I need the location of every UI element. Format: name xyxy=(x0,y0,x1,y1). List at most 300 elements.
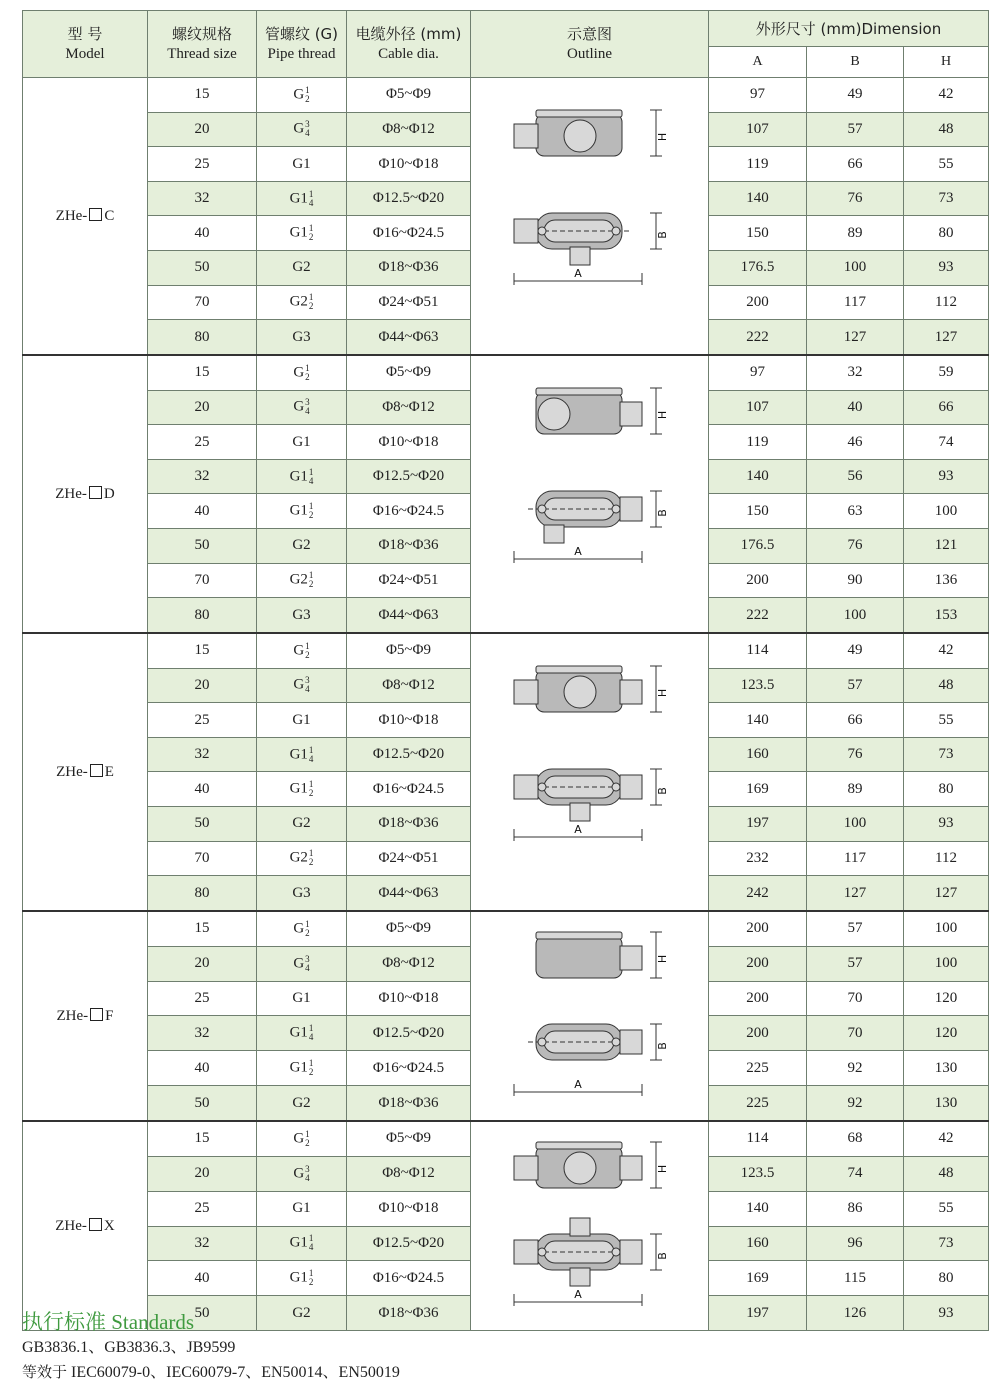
thread-size-cell: 15 xyxy=(148,1121,257,1156)
pipe-thread-fraction xyxy=(305,86,310,104)
dimension-b-cell: 76 xyxy=(807,737,904,772)
pipe-thread-fraction xyxy=(309,293,314,311)
dimension-b-cell: 117 xyxy=(807,841,904,876)
pipe-thread-base: G1 xyxy=(289,190,308,207)
pipe-thread-cell xyxy=(257,78,347,113)
dimension-h-cell: 73 xyxy=(904,1226,989,1261)
fraction-numerator: 1 xyxy=(305,640,310,651)
pipe-thread-base: G1 xyxy=(292,1200,311,1217)
thread-size-cell: 50 xyxy=(148,1296,257,1331)
fraction-numerator: 1 xyxy=(308,292,314,303)
dimension-a-cell: 140 xyxy=(709,181,807,216)
outline-cover xyxy=(536,666,622,673)
pipe-thread-fraction xyxy=(309,571,314,589)
dimension-a-cell: 169 xyxy=(709,772,807,807)
outline-hub-right xyxy=(620,497,642,521)
model-suffix: C xyxy=(104,207,115,224)
pipe-thread-fraction xyxy=(305,920,310,938)
pipe-thread-fraction xyxy=(305,1165,310,1183)
standards-line-1: GB3836.1、GB3836.3、JB9599 xyxy=(22,1339,236,1356)
pipe-thread-cell xyxy=(257,1226,347,1261)
pipe-thread-cell xyxy=(257,1051,347,1086)
header-pipe xyxy=(257,11,347,78)
pipe-thread-base: G1 xyxy=(289,780,308,797)
dimension-h-cell: 121 xyxy=(904,529,989,564)
pipe-thread-fraction xyxy=(309,746,314,764)
outline-cover xyxy=(536,388,622,395)
standards-section xyxy=(22,1308,400,1385)
thread-size-cell: 80 xyxy=(148,876,257,911)
fraction-numerator: 1 xyxy=(308,1268,314,1279)
header-model-en: Model xyxy=(65,46,105,62)
model-cell xyxy=(23,1121,148,1331)
fraction-numerator: 3 xyxy=(305,397,310,408)
dimension-a-cell: 150 xyxy=(709,216,807,251)
fraction-numerator: 1 xyxy=(305,84,310,95)
pipe-thread-base: G3 xyxy=(292,328,311,345)
pipe-thread-base: G xyxy=(293,1130,305,1147)
outline-hub-left xyxy=(514,775,538,799)
pipe-thread-base: G1 xyxy=(289,1059,308,1076)
fraction-numerator: 3 xyxy=(305,119,310,130)
pipe-thread-fraction xyxy=(305,120,310,138)
fraction-numerator: 1 xyxy=(308,501,314,512)
dimension-h-cell: 80 xyxy=(904,772,989,807)
dimension-b-cell: 92 xyxy=(807,1051,904,1086)
dimension-a-cell: 200 xyxy=(709,911,807,946)
pipe-thread-cell xyxy=(257,633,347,668)
cable-dia-cell: Φ24~Φ51 xyxy=(347,841,471,876)
fraction-denominator: 4 xyxy=(305,128,310,139)
standards-title-zh: 执行标准 xyxy=(22,1310,106,1334)
dimension-label-h: H xyxy=(655,410,669,420)
fraction-denominator: 4 xyxy=(308,1032,314,1043)
header-model-zh: 型 号 xyxy=(67,25,103,43)
dimension-a-cell: 197 xyxy=(709,807,807,842)
dimension-label-h: H xyxy=(655,1164,669,1174)
pipe-thread-base: G1 xyxy=(292,433,311,450)
dimension-label-b: B xyxy=(655,509,669,517)
dimension-h-cell: 59 xyxy=(904,355,989,390)
fraction-denominator: 2 xyxy=(305,93,310,104)
thread-size-cell: 20 xyxy=(148,946,257,981)
pipe-thread-cell xyxy=(257,981,347,1016)
dimension-h-cell: 48 xyxy=(904,112,989,147)
model-prefix: ZHe- xyxy=(56,1007,89,1024)
dimension-b-cell: 90 xyxy=(807,563,904,598)
thread-size-cell: 25 xyxy=(148,981,257,1016)
dimension-h-cell: 127 xyxy=(904,320,989,355)
thread-size-cell: 32 xyxy=(148,459,257,494)
table-row xyxy=(23,633,989,668)
thread-size-cell: 15 xyxy=(148,911,257,946)
thread-size-cell: 80 xyxy=(148,320,257,355)
dimension-label-b: B xyxy=(655,1042,669,1050)
dimension-h-cell: 42 xyxy=(904,633,989,668)
dimension-b-cell: 100 xyxy=(807,598,904,633)
outline-diagram-d xyxy=(472,356,708,627)
dimension-b-cell: 89 xyxy=(807,772,904,807)
outline-screw xyxy=(538,1038,546,1046)
thread-size-cell: 40 xyxy=(148,1261,257,1296)
dimension-h-cell: 93 xyxy=(904,459,989,494)
standards-line-2-rest: IEC60079-0、IEC60079-7、EN50014、EN50019 xyxy=(71,1364,400,1381)
dimension-b-cell: 100 xyxy=(807,251,904,286)
cable-dia-cell: Φ18~Φ36 xyxy=(347,1086,471,1121)
outline-diagram-c xyxy=(472,78,708,349)
outline-screw xyxy=(612,783,620,791)
model-suffix: F xyxy=(105,1007,114,1024)
outline-hub-left xyxy=(514,1240,538,1264)
dimension-h-cell: 127 xyxy=(904,876,989,911)
dimension-b-cell: 127 xyxy=(807,320,904,355)
table-row xyxy=(23,355,989,390)
thread-size-cell: 20 xyxy=(148,112,257,147)
dimension-a-cell: 200 xyxy=(709,981,807,1016)
fraction-denominator: 2 xyxy=(308,579,314,590)
dimension-h-cell: 55 xyxy=(904,1191,989,1226)
pipe-thread-fraction xyxy=(305,364,310,382)
pipe-thread-base: G1 xyxy=(289,468,308,485)
fraction-denominator: 2 xyxy=(308,788,314,799)
pipe-thread-cell xyxy=(257,425,347,460)
dimension-a-cell: 123.5 xyxy=(709,1156,807,1191)
pipe-thread-fraction xyxy=(305,1130,310,1148)
fraction-denominator: 4 xyxy=(305,1172,310,1183)
dimension-a-cell: 97 xyxy=(709,355,807,390)
dimension-h-cell: 73 xyxy=(904,181,989,216)
dimension-h-cell: 66 xyxy=(904,390,989,425)
outline-hub-right xyxy=(620,946,642,970)
dimension-a-cell: 97 xyxy=(709,78,807,113)
dimension-a-cell: 200 xyxy=(709,285,807,320)
thread-size-cell: 40 xyxy=(148,216,257,251)
pipe-thread-base: G xyxy=(293,364,305,381)
fraction-numerator: 1 xyxy=(308,744,314,755)
pipe-thread-base: G1 xyxy=(289,224,308,241)
fraction-denominator: 4 xyxy=(308,197,314,208)
cable-dia-cell: Φ16~Φ24.5 xyxy=(347,216,471,251)
dimension-b-cell: 56 xyxy=(807,459,904,494)
pipe-thread-cell xyxy=(257,355,347,390)
dimension-h-cell: 93 xyxy=(904,251,989,286)
dimension-a-cell: 200 xyxy=(709,1016,807,1051)
fraction-numerator: 1 xyxy=(305,1128,310,1139)
dimension-a-cell: 114 xyxy=(709,1121,807,1156)
cable-dia-cell: Φ5~Φ9 xyxy=(347,911,471,946)
cable-dia-cell: Φ8~Φ12 xyxy=(347,946,471,981)
pipe-thread-base: G1 xyxy=(289,1269,308,1286)
header-cable-en: Cable dia. xyxy=(378,46,439,62)
pipe-thread-base: G1 xyxy=(292,711,311,728)
dimension-h-cell: 100 xyxy=(904,946,989,981)
pipe-thread-base: G xyxy=(293,955,305,972)
pipe-thread-base: G1 xyxy=(289,1234,308,1251)
fraction-denominator: 4 xyxy=(305,962,310,973)
dimension-a-cell: 232 xyxy=(709,841,807,876)
cable-dia-cell: Φ16~Φ24.5 xyxy=(347,494,471,529)
pipe-thread-cell xyxy=(257,320,347,355)
table-row xyxy=(23,911,989,946)
pipe-thread-cell xyxy=(257,737,347,772)
dimension-label-h: H xyxy=(655,688,669,698)
outline-hub-left xyxy=(514,680,538,704)
pipe-thread-fraction xyxy=(309,190,314,208)
pipe-thread-cell xyxy=(257,529,347,564)
fraction-denominator: 2 xyxy=(305,1137,310,1148)
header-dimension xyxy=(709,11,989,47)
header-cable-zh: 电缆外径 (mm) xyxy=(355,25,462,43)
pipe-thread-cell xyxy=(257,1121,347,1156)
thread-size-cell: 25 xyxy=(148,425,257,460)
standards-line-2-zh: 等效于 xyxy=(22,1363,68,1381)
dimension-b-cell: 126 xyxy=(807,1296,904,1331)
dimension-a-cell: 222 xyxy=(709,320,807,355)
header-col-h: H xyxy=(904,47,989,78)
thread-size-cell: 15 xyxy=(148,78,257,113)
pipe-thread-cell xyxy=(257,251,347,286)
cable-dia-cell: Φ5~Φ9 xyxy=(347,78,471,113)
pipe-thread-base: G1 xyxy=(292,990,311,1007)
dimension-h-cell: 136 xyxy=(904,563,989,598)
thread-size-cell: 25 xyxy=(148,703,257,738)
thread-size-cell: 40 xyxy=(148,494,257,529)
dimension-a-cell: 119 xyxy=(709,147,807,182)
outline-cover xyxy=(536,1142,622,1149)
pipe-thread-fraction xyxy=(305,955,310,973)
cable-dia-cell: Φ12.5~Φ20 xyxy=(347,459,471,494)
model-prefix: ZHe- xyxy=(56,763,88,780)
pipe-thread-cell xyxy=(257,772,347,807)
thread-size-cell: 32 xyxy=(148,737,257,772)
standards-title xyxy=(22,1308,400,1336)
fraction-denominator: 4 xyxy=(308,1242,314,1253)
header-outline-zh: 示意图 xyxy=(566,25,612,43)
pipe-thread-fraction xyxy=(309,780,314,798)
cable-dia-cell: Φ16~Φ24.5 xyxy=(347,1261,471,1296)
outline-hub-left xyxy=(514,219,538,243)
outline-cell xyxy=(471,355,709,633)
pipe-thread-base: G1 xyxy=(292,155,311,172)
dimension-label-b: B xyxy=(655,231,669,239)
header-cable xyxy=(347,11,471,78)
outline-screw xyxy=(612,227,620,235)
pipe-thread-base: G xyxy=(293,642,305,659)
cable-dia-cell: Φ12.5~Φ20 xyxy=(347,181,471,216)
pipe-thread-cell xyxy=(257,563,347,598)
dimension-a-cell: 197 xyxy=(709,1296,807,1331)
pipe-thread-cell xyxy=(257,911,347,946)
header-col-b: B xyxy=(807,47,904,78)
fraction-numerator: 3 xyxy=(305,675,310,686)
dimension-label-a: A xyxy=(573,545,582,558)
dimension-a-cell: 114 xyxy=(709,633,807,668)
pipe-thread-cell xyxy=(257,112,347,147)
product-spec-table xyxy=(22,10,989,1331)
pipe-thread-base: G2 xyxy=(289,293,308,310)
dimension-label-a: A xyxy=(573,823,582,836)
outline-screw xyxy=(612,1038,620,1046)
dimension-h-cell: 100 xyxy=(904,911,989,946)
model-prefix: ZHe- xyxy=(55,1217,87,1234)
cable-dia-cell: Φ12.5~Φ20 xyxy=(347,1226,471,1261)
outline-screw xyxy=(612,1248,620,1256)
dimension-a-cell: 119 xyxy=(709,425,807,460)
pipe-thread-base: G1 xyxy=(289,502,308,519)
dimension-a-cell: 107 xyxy=(709,112,807,147)
fraction-denominator: 2 xyxy=(305,927,310,938)
header-outline xyxy=(471,11,709,78)
dimension-b-cell: 115 xyxy=(807,1261,904,1296)
outline-hub-right xyxy=(620,402,642,426)
outline-body xyxy=(536,936,622,978)
dimension-b-cell: 86 xyxy=(807,1191,904,1226)
dimension-b-cell: 40 xyxy=(807,390,904,425)
dimension-a-cell: 176.5 xyxy=(709,529,807,564)
cable-dia-cell: Φ10~Φ18 xyxy=(347,147,471,182)
outline-hub-right xyxy=(620,775,642,799)
cable-dia-cell: Φ18~Φ36 xyxy=(347,807,471,842)
outline-cell xyxy=(471,633,709,911)
model-cell xyxy=(23,911,148,1121)
thread-size-cell: 50 xyxy=(148,807,257,842)
pipe-thread-cell xyxy=(257,1261,347,1296)
outline-hub-bottom xyxy=(570,803,590,821)
dimension-b-cell: 76 xyxy=(807,181,904,216)
model-cell xyxy=(23,355,148,633)
fraction-numerator: 1 xyxy=(305,362,310,373)
cable-dia-cell: Φ18~Φ36 xyxy=(347,529,471,564)
header-outline-en: Outline xyxy=(567,46,612,62)
thread-size-cell: 50 xyxy=(148,529,257,564)
dimension-b-cell: 70 xyxy=(807,1016,904,1051)
fraction-numerator: 1 xyxy=(308,188,314,199)
dimension-h-cell: 42 xyxy=(904,1121,989,1156)
pipe-thread-fraction xyxy=(309,502,314,520)
model-cell xyxy=(23,633,148,911)
dimension-b-cell: 66 xyxy=(807,703,904,738)
cable-dia-cell: Φ18~Φ36 xyxy=(347,251,471,286)
cable-dia-cell: Φ5~Φ9 xyxy=(347,633,471,668)
header-dimension-title: 外形尺寸 (mm)Dimension xyxy=(755,19,942,38)
pipe-thread-fraction xyxy=(309,849,314,867)
cable-dia-cell: Φ10~Φ18 xyxy=(347,425,471,460)
dimension-a-cell: 242 xyxy=(709,876,807,911)
thread-size-cell: 32 xyxy=(148,1016,257,1051)
pipe-thread-cell xyxy=(257,1086,347,1121)
header-model xyxy=(23,11,148,78)
cable-dia-cell: Φ12.5~Φ20 xyxy=(347,737,471,772)
pipe-thread-base: G3 xyxy=(292,606,311,623)
fraction-numerator: 1 xyxy=(308,1233,314,1244)
header-thread-en: Thread size xyxy=(167,46,237,62)
pipe-thread-cell xyxy=(257,668,347,703)
dimension-h-cell: 55 xyxy=(904,703,989,738)
cable-dia-cell: Φ5~Φ9 xyxy=(347,1121,471,1156)
dimension-b-cell: 32 xyxy=(807,355,904,390)
outline-cell xyxy=(471,78,709,356)
dimension-b-cell: 68 xyxy=(807,1121,904,1156)
cable-dia-cell: Φ44~Φ63 xyxy=(347,320,471,355)
pipe-thread-cell xyxy=(257,216,347,251)
dimension-h-cell: 42 xyxy=(904,78,989,113)
dimension-a-cell: 123.5 xyxy=(709,668,807,703)
header-pipe-en: Pipe thread xyxy=(267,46,336,62)
dimension-h-cell: 73 xyxy=(904,737,989,772)
cable-dia-cell: Φ18~Φ36 xyxy=(347,1296,471,1331)
dimension-a-cell: 169 xyxy=(709,1261,807,1296)
cable-dia-cell: Φ16~Φ24.5 xyxy=(347,1051,471,1086)
cable-dia-cell: Φ12.5~Φ20 xyxy=(347,1016,471,1051)
dimension-a-cell: 140 xyxy=(709,1191,807,1226)
pipe-thread-base: G xyxy=(293,920,305,937)
table-row xyxy=(23,78,989,113)
thread-size-cell: 70 xyxy=(148,563,257,598)
standards-line-2 xyxy=(22,1360,400,1385)
cable-dia-cell: Φ8~Φ12 xyxy=(347,112,471,147)
pipe-thread-base: G xyxy=(293,1165,305,1182)
outline-diagram-x xyxy=(472,1122,708,1325)
dimension-label-a: A xyxy=(573,267,582,280)
thread-size-cell: 15 xyxy=(148,355,257,390)
fraction-denominator: 2 xyxy=(305,649,310,660)
dimension-a-cell: 222 xyxy=(709,598,807,633)
pipe-thread-cell xyxy=(257,807,347,842)
model-prefix: ZHe- xyxy=(55,485,87,502)
dimension-h-cell: 55 xyxy=(904,147,989,182)
pipe-thread-cell xyxy=(257,598,347,633)
thread-size-cell: 50 xyxy=(148,251,257,286)
model-checkbox-symbol xyxy=(89,486,102,499)
dimension-b-cell: 117 xyxy=(807,285,904,320)
dimension-h-cell: 120 xyxy=(904,1016,989,1051)
dimension-a-cell: 150 xyxy=(709,494,807,529)
dimension-b-cell: 92 xyxy=(807,1086,904,1121)
outline-hub-left xyxy=(514,124,538,148)
outline-port xyxy=(564,120,596,152)
outline-screw xyxy=(612,505,620,513)
model-checkbox-symbol xyxy=(89,1218,102,1231)
cable-dia-cell: Φ5~Φ9 xyxy=(347,355,471,390)
fraction-numerator: 1 xyxy=(308,779,314,790)
dimension-h-cell: 130 xyxy=(904,1051,989,1086)
fraction-numerator: 1 xyxy=(308,223,314,234)
pipe-thread-base: G1 xyxy=(289,1024,308,1041)
thread-size-cell: 32 xyxy=(148,1226,257,1261)
dimension-b-cell: 49 xyxy=(807,78,904,113)
pipe-thread-cell xyxy=(257,459,347,494)
dimension-b-cell: 127 xyxy=(807,876,904,911)
dimension-label-h: H xyxy=(655,954,669,964)
cable-dia-cell: Φ10~Φ18 xyxy=(347,981,471,1016)
pipe-thread-base: G xyxy=(293,676,305,693)
fraction-numerator: 1 xyxy=(308,848,314,859)
pipe-thread-fraction xyxy=(309,1269,314,1287)
outline-hub-bottom xyxy=(570,247,590,265)
outline-screw xyxy=(538,1248,546,1256)
header-thread-zh: 螺纹规格 xyxy=(171,25,232,43)
pipe-thread-cell xyxy=(257,1191,347,1226)
cable-dia-cell: Φ10~Φ18 xyxy=(347,703,471,738)
dimension-a-cell: 140 xyxy=(709,459,807,494)
fraction-denominator: 4 xyxy=(305,684,310,695)
dimension-h-cell: 93 xyxy=(904,807,989,842)
pipe-thread-base: G2 xyxy=(289,571,308,588)
fraction-denominator: 4 xyxy=(308,753,314,764)
pipe-thread-base: G xyxy=(293,120,305,137)
pipe-thread-cell xyxy=(257,703,347,738)
dimension-b-cell: 66 xyxy=(807,147,904,182)
